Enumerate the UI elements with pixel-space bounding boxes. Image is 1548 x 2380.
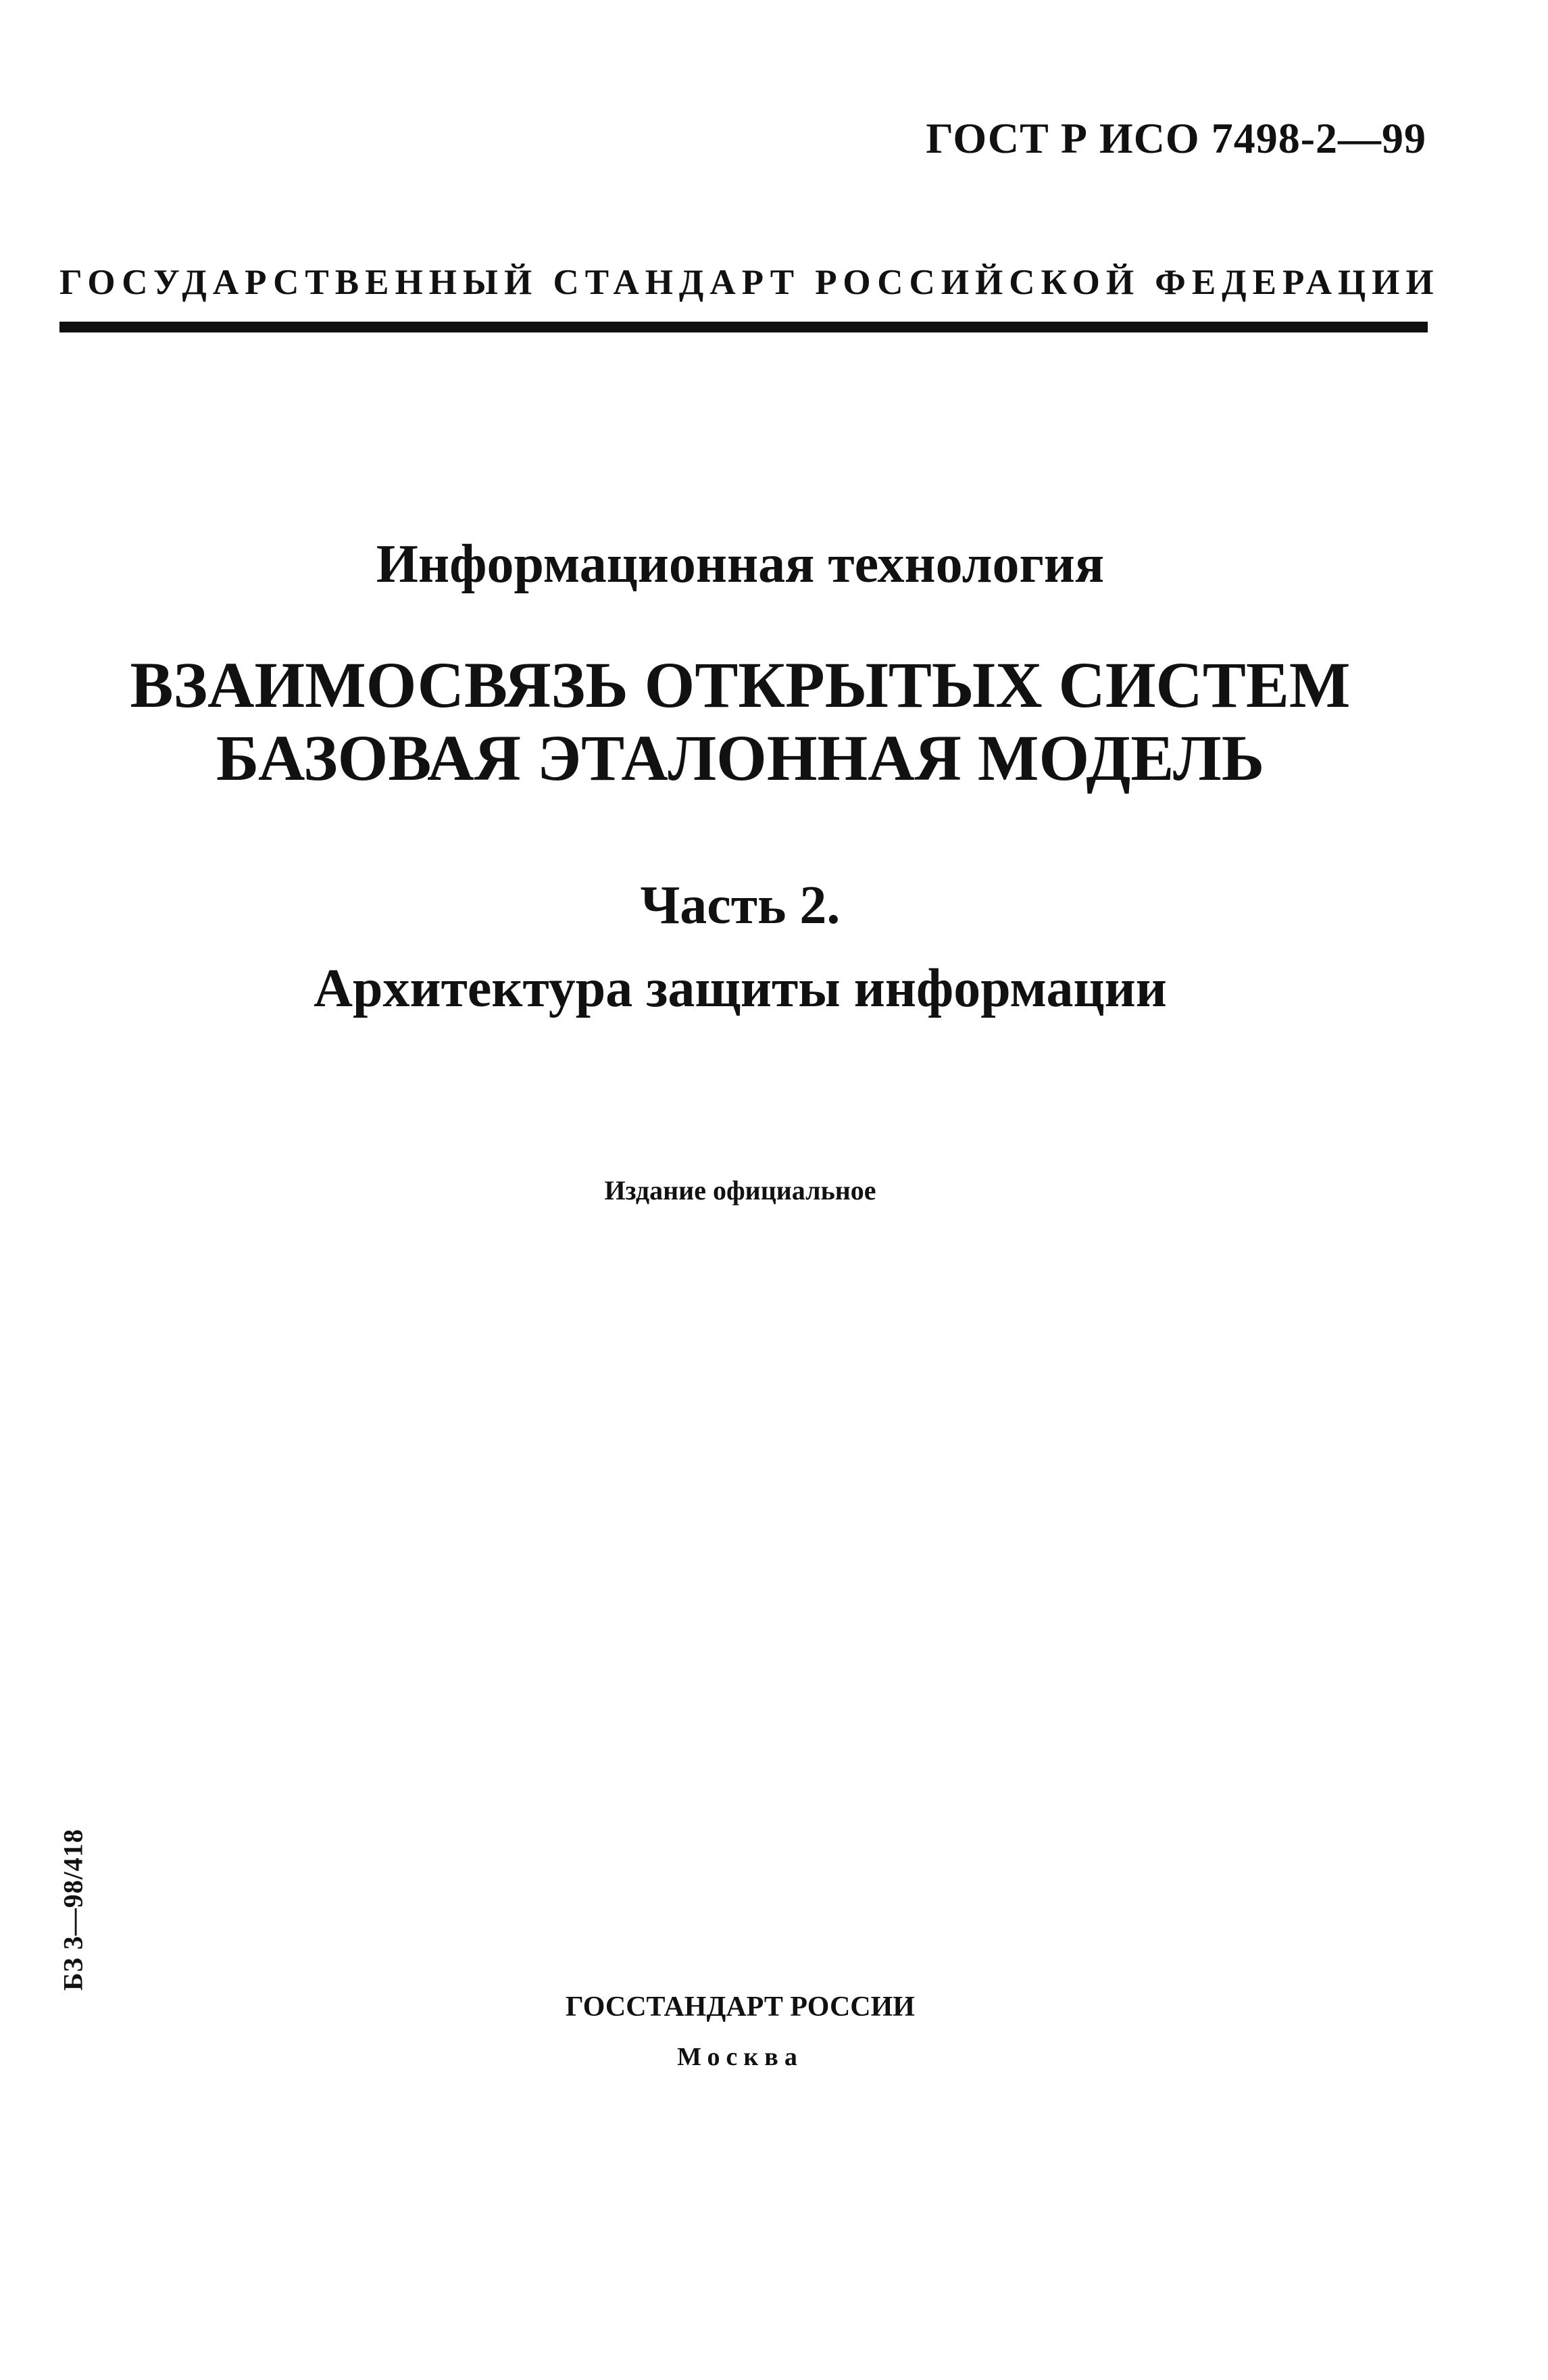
publisher: ГОССТАНДАРТ РОССИИ	[566, 1991, 915, 2023]
document-number: ГОСТ Р ИСО 7498-2—99	[926, 114, 1426, 162]
side-code: БЗ 3—98/418	[57, 1829, 89, 1991]
edition-note: Издание официальное	[604, 1175, 876, 1206]
subject-heading: Информационная технология	[376, 535, 1105, 594]
main-title-line-2: БАЗОВАЯ ЭТАЛОННАЯ МОДЕЛЬ	[216, 722, 1265, 794]
header-rule	[59, 322, 1428, 332]
part-title: Архитектура защиты информации	[314, 959, 1167, 1018]
city: Москва	[677, 2043, 803, 2071]
part-number: Часть 2.	[640, 876, 841, 935]
main-title	[0, 649, 1480, 795]
header-title: ГОСУДАРСТВЕННЫЙ СТАНДАРТ РОССИЙСКОЙ ФЕДЕРАЦИИ	[59, 263, 1440, 302]
main-title-line-1: ВЗАИМОСВЯЗЬ ОТКРЫТЫХ СИСТЕМ	[130, 649, 1351, 721]
